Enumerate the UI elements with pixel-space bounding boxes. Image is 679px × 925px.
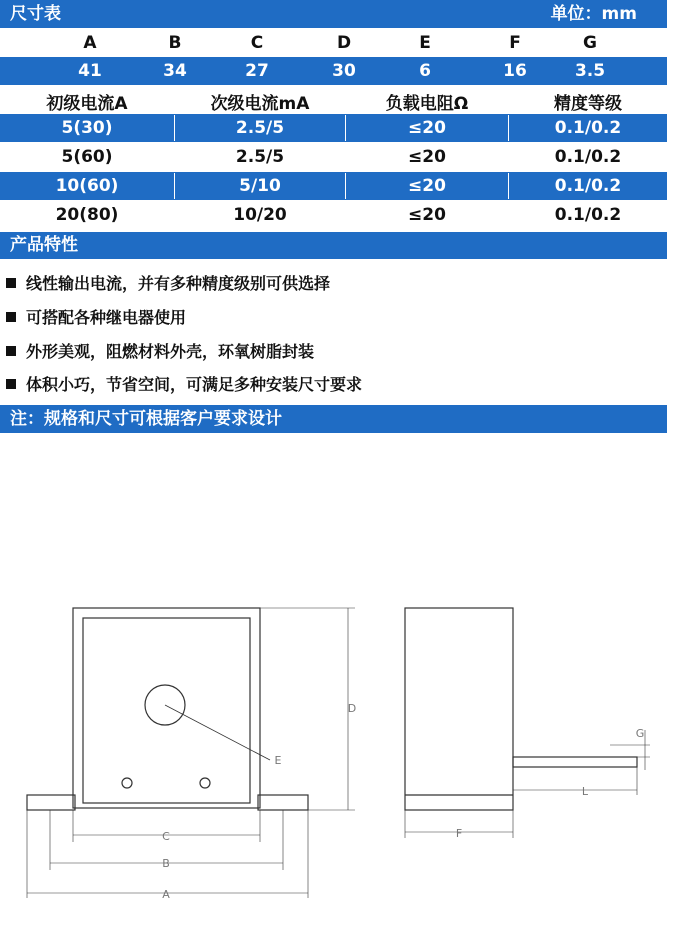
cell-secondary: 2.5/5 <box>235 147 285 167</box>
dim-value-a: 41 <box>78 61 102 81</box>
dim-letter-d: D <box>336 33 352 53</box>
dim-letter-e: E <box>419 33 431 53</box>
feature-text: 线性输出电流，并有多种精度级别可供选择 <box>26 274 331 293</box>
mount-hole-right <box>200 778 210 788</box>
dim-value-e: 6 <box>419 61 431 81</box>
cell-accuracy: 0.1/0.2 <box>554 147 622 167</box>
dim-letter-b: B <box>168 33 182 53</box>
dim-value-f: 16 <box>503 61 527 81</box>
label-g: G <box>635 727 645 740</box>
side-body <box>405 608 513 810</box>
header-secondary-current: 次级电流mA <box>210 94 310 114</box>
cell-accuracy: 0.1/0.2 <box>554 176 622 196</box>
header-primary-current: 初级电流A <box>46 94 128 114</box>
front-right-tab <box>258 795 308 810</box>
cell-accuracy: 0.1/0.2 <box>554 118 622 138</box>
label-l: L <box>581 785 589 798</box>
label-c: C <box>162 830 170 843</box>
feature-text: 体积小巧，节省空间，可满足多种安装尺寸要求 <box>26 375 363 394</box>
label-b: B <box>162 857 170 870</box>
cell-primary: 5(60) <box>61 147 113 167</box>
feature-text: 外形美观，阻燃材料外壳，环氧树脂封装 <box>26 342 315 361</box>
cell-secondary: 2.5/5 <box>235 118 285 138</box>
label-e: E <box>274 754 282 767</box>
cell-load: ≤20 <box>408 205 446 225</box>
front-left-tab <box>27 795 75 810</box>
cell-secondary: 10/20 <box>233 205 287 225</box>
label-a: A <box>162 888 170 901</box>
dim-letter-a: A <box>83 33 97 53</box>
label-d: D <box>347 702 357 715</box>
dim-letter-f: F <box>509 33 521 53</box>
header-accuracy-class: 精度等级 <box>554 94 622 114</box>
feature-text: 可搭配各种继电器使用 <box>26 308 187 327</box>
mount-hole-left <box>122 778 132 788</box>
side-lead <box>513 757 637 767</box>
cell-primary: 20(80) <box>55 205 119 225</box>
unit-label: 单位：mm <box>550 4 637 24</box>
cell-load: ≤20 <box>408 118 446 138</box>
dim-value-g: 3.5 <box>574 61 606 81</box>
front-inner-body <box>83 618 250 803</box>
cell-load: ≤20 <box>408 176 446 196</box>
cell-accuracy: 0.1/0.2 <box>554 205 622 225</box>
header-load-resistance: 负载电阻Ω <box>385 94 469 114</box>
size-table-title: 尺寸表 <box>10 4 61 24</box>
cell-secondary: 5/10 <box>239 176 281 196</box>
cell-primary: 5(30) <box>61 118 113 138</box>
front-outer-body <box>73 608 260 808</box>
cell-primary: 10(60) <box>55 176 119 196</box>
dim-letter-c: C <box>250 33 264 53</box>
features-title: 产品特性 <box>10 235 78 255</box>
note-text: 注：规格和尺寸可根据客户要求设计 <box>10 409 282 429</box>
dim-value-d: 30 <box>332 61 356 81</box>
dim-value-b: 34 <box>163 61 187 81</box>
cell-load: ≤20 <box>408 147 446 167</box>
dim-letter-g: G <box>583 33 597 53</box>
label-f: F <box>455 827 463 840</box>
dim-value-c: 27 <box>245 61 269 81</box>
